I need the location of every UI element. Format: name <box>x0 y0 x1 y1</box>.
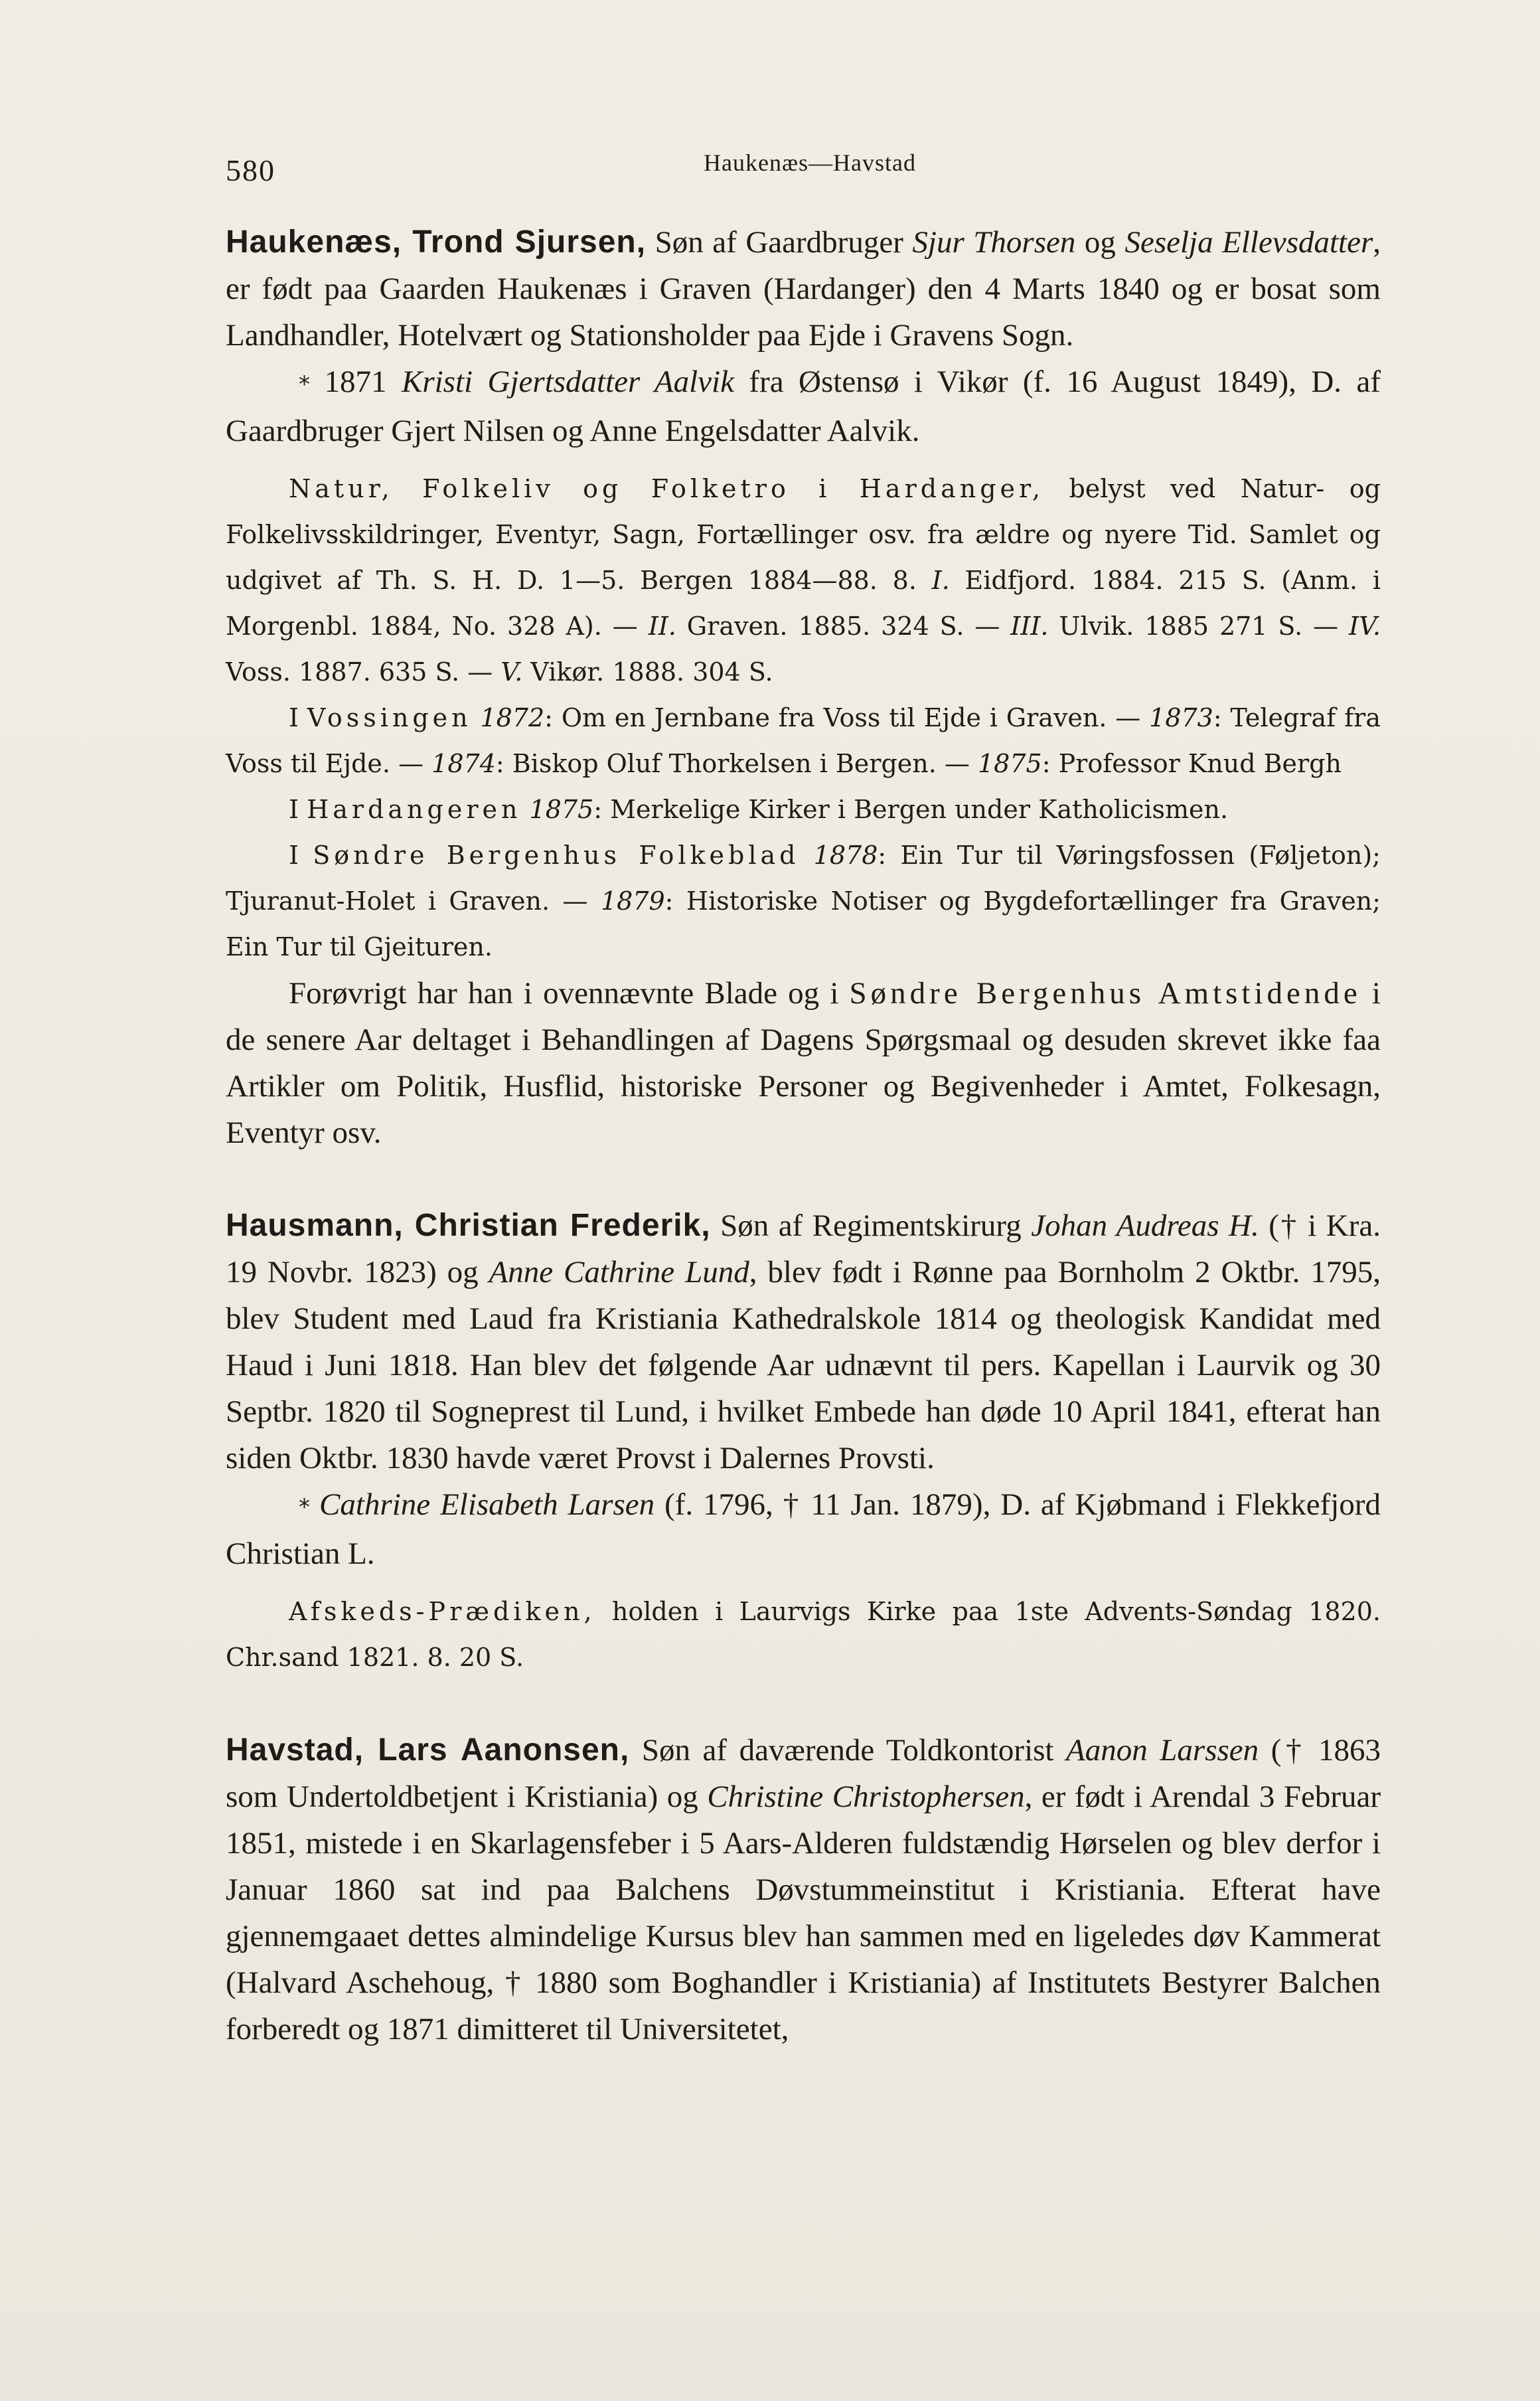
work-item <box>226 787 1381 833</box>
text-run: : Historiske Notiser og Bygdefortællinger fra Graven; Ein Tur til Gjeituren. <box>226 886 1381 961</box>
entry-name: Hausmann, Christian Frederik, <box>226 1208 711 1243</box>
entry-biography <box>226 1727 1381 2052</box>
text-run: : Ein Tur til Vøringsfossen (Føljeton); Tjuranut-Holet i Graven. — <box>226 841 1381 916</box>
text-run: Vikør. 1888. 304 S. <box>522 657 773 687</box>
text-run <box>800 841 814 870</box>
italic-text: 1875 <box>529 795 594 824</box>
text-run: Søn af daværende Toldkontorist <box>629 1733 1067 1768</box>
italic-text: I. <box>931 566 950 595</box>
text-run: I <box>289 703 307 732</box>
work-item <box>226 1589 1381 1681</box>
text-run: (f. 1796, † 11 Jan. 1879), D. af Kjøbmand i Flekkefjord Christian L. <box>226 1487 1381 1571</box>
works-list <box>226 1589 1381 1681</box>
italic-text: Kristi Gjertsdatter Aalvik <box>401 365 734 399</box>
spaced-title: Natur, Folkeliv og Folketro i Hardanger, <box>289 474 1045 503</box>
text-run: : Om en Jernbane fra Voss til Ejde i Graven. — <box>544 703 1150 732</box>
italic-text: III. <box>1010 612 1049 641</box>
text-run: : Biskop Oluf Thorkelsen i Bergen. — <box>495 749 978 778</box>
work-item <box>226 695 1381 787</box>
text-run: og <box>1075 225 1125 260</box>
entry-biography <box>226 219 1381 359</box>
spaced-title: Søndre Bergenhus Amtstidende <box>849 976 1361 1011</box>
italic-text: 1875 <box>977 749 1042 778</box>
text-run: i de senere Aar deltaget i Behandlingen af Dagens Spørgsmaal og desuden skrevet ikke faa Artikler om Politik, Husflid, historiske Personer og Begivenheder i Amtet, Folkesagn, Eventyr osv. <box>226 976 1381 1150</box>
italic-text: Aanon Larssen <box>1066 1733 1259 1768</box>
asterisk-marker: * <box>299 371 325 398</box>
text-run: Voss. 1887. 635 S. — <box>226 657 501 687</box>
spaced-title: Vossingen <box>307 703 472 732</box>
entry-spouse <box>226 1481 1381 1577</box>
biographical-entry <box>226 219 1381 1156</box>
italic-text: Seselja Ellevsdatter <box>1124 225 1373 260</box>
italic-text: Johan Audreas H. <box>1031 1208 1259 1243</box>
italic-text: 1878 <box>813 841 878 870</box>
text-run: Eidfjord. 1884. 215 S. (Anm. i Morgenbl. 1884, No. 328 A). — <box>226 566 1381 641</box>
italic-text: Sjur Thorsen <box>912 225 1076 260</box>
works-list <box>226 466 1381 970</box>
text-run <box>472 703 481 732</box>
text-run: Søn af Regimentskirurg <box>710 1208 1032 1243</box>
italic-text: 1872 <box>480 703 545 732</box>
text-run: Søn af Gaardbruger <box>646 225 913 260</box>
spaced-title: Hardangeren <box>307 795 522 824</box>
entry-name: Havstad, Lars Aanonsen, <box>226 1732 630 1768</box>
text-run: : Professor Knud Bergh <box>1041 749 1342 778</box>
asterisk-marker: * <box>299 1494 319 1521</box>
page-number: 580 <box>226 153 275 187</box>
text-run <box>521 795 529 824</box>
entry-name: Haukenæs, Trond Sjursen, <box>226 224 647 260</box>
text-run: , blev født i Rønne paa Bornholm 2 Oktbr. 1795, blev Student med Laud fra Kristiania Kathedralskole 1814 og theologisk Kandidat med Haud i Juni 1818. Han blev det følgende Aar udnævnt til pers. Kapellan i Laurvik og 30 Septbr. 1820 til Sogneprest til Lund, i hvilket Embede han døde 10 April 1841, efterat han siden Oktbr. 1830 havde været Provst i Dalernes Provsti. <box>226 1255 1381 1475</box>
text-run: holden i Laurvigs Kirke paa 1ste Advents-Søndag 1820. Chr.sand 1821. 8. 20 S. <box>226 1597 1381 1672</box>
text-run: , er født paa Gaarden Haukenæs i Graven (Hardanger) den 4 Marts 1840 og er bosat som Landhandler, Hotelvært og Stationsholder paa Ejde i Gravens Sogn. <box>226 225 1381 353</box>
text-run: belyst ved Natur- og Folkelivsskildringer, Eventyr, Sagn, Fortællinger osv. fra ældre og nyere Tid. Samlet og udgivet af Th. S. H. D. 1—5. Bergen 1884—88. 8. <box>226 474 1381 595</box>
italic-text: 1873 <box>1149 703 1213 732</box>
text-run: († 1863 som Undertoldbetjent i Kristiania) og <box>226 1733 1381 1814</box>
text-run: Ulvik. 1885 271 S. — <box>1048 612 1349 641</box>
italic-text: 1879 <box>600 886 665 916</box>
biographical-entry <box>226 1727 1381 2052</box>
text-run: , er født i Arendal 3 Februar 1851, mistede i en Skarlagensfeber i 5 Aars-Alderen fuldstændig Hørselen og blev derfor i Januar 1860 sat ind paa Balchens Døvstummeinstitut i Kristiania. Efterat have gjennemgaaet dettes almindelige Kursus blev han sammen med en ligeledes døv Kammerat (Halvard Aschehoug, † 1880 som Boghandler i Kristiania) af Institutets Bestyrer Balchen forberedt og 1871 dimitteret til Universitetet, <box>226 1780 1381 2046</box>
text-run: fra Østensø i Vikør (f. 16 August 1849), D. af Gaardbruger Gjert Nilsen og Anne Engelsdatter Aalvik. <box>226 365 1381 448</box>
spaced-title: Søndre Bergenhus Folkeblad <box>313 841 800 870</box>
italic-text: Cathrine Elisabeth Larsen <box>319 1487 655 1522</box>
text-run: 1871 <box>324 365 402 399</box>
work-item <box>226 466 1381 695</box>
entry-note <box>226 970 1381 1156</box>
text-run: Graven. 1885. 324 S. — <box>676 612 1011 641</box>
entry-spouse <box>226 359 1381 454</box>
running-head: Haukenæs—Havstad <box>704 149 916 176</box>
italic-text: Anne Cathrine Lund <box>489 1255 749 1289</box>
text-run: : Telegraf fra Voss til Ejde. — <box>226 703 1381 778</box>
text-run: : Merkelige Kirker i Bergen under Katholicismen. <box>593 795 1229 824</box>
biographical-entry <box>226 1202 1381 1681</box>
italic-text: Christine Christophersen <box>707 1780 1025 1814</box>
page-header <box>226 139 1394 186</box>
italic-text: V. <box>501 657 523 687</box>
italic-text: IV. <box>1349 612 1381 641</box>
italic-text: II. <box>648 612 676 641</box>
entry-biography <box>226 1202 1381 1481</box>
text-run: I <box>289 841 313 870</box>
italic-text: 1874 <box>431 749 496 778</box>
page-content <box>226 219 1381 2052</box>
work-item <box>226 833 1381 970</box>
text-run: Forøvrigt har han i ovennævnte Blade og i <box>289 976 850 1011</box>
text-run: († i Kra. 19 Novbr. 1823) og <box>226 1208 1381 1289</box>
text-run: I <box>289 795 307 824</box>
spaced-title: Afskeds-Prædiken, <box>289 1597 596 1626</box>
